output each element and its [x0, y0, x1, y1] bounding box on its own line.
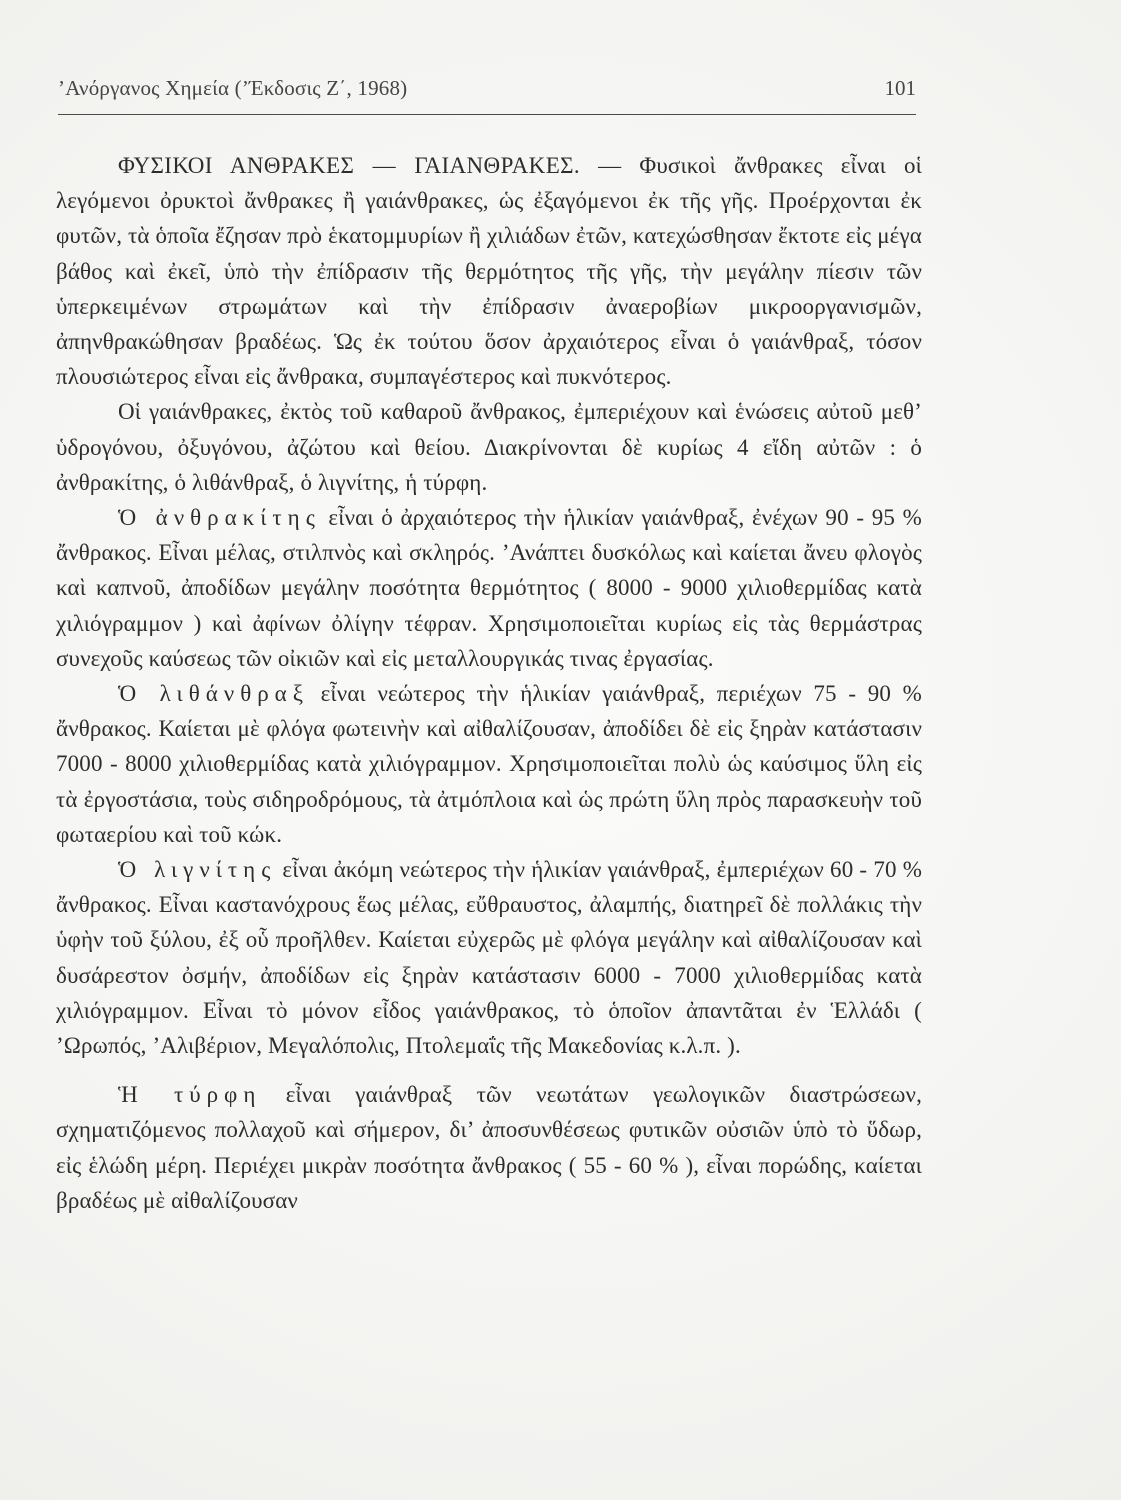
paragraph-text: εἶναι ὁ ἀρχαιότερος τὴν ἡλικίαν γαιάνθραξ, ἐνέχων 90 - 95 % ἄνθρακος. Εἶναι μέλας, στιλπνὸς καὶ σκληρός. ’Ανάπτει δυσκόλως καὶ καίεται ἄνευ φλογὸς καὶ καπνοῦ, ἀποδίδων μεγάλην ποσότητα θερμότητος ( 8000 - 9000 χιλιοθερμίδας κατὰ χιλιόγραμμον ) καὶ ἀφίνων ὀλίγην τέφραν. Χρησιμοποιεῖται κυρίως εἰς τὰς θερμάστρας συνεχοῦς καύσεως τῶν οἰκιῶν καὶ εἰς μεταλλουργικάς τινας ἐργασίας.: [56, 505, 922, 671]
term-lignite: Ὁ λιγνίτης: [118, 857, 277, 883]
term-anthracite: Ὁ ἀνθρακίτης: [118, 505, 321, 531]
paragraph-bituminous-coal: [56, 676, 922, 852]
header-rule: [58, 114, 916, 115]
paragraph-text: εἶναι νεώτερος τὴν ἡλικίαν γαιάνθραξ, περιέχων 75 - 90 % ἄνθρακος. Καίεται μὲ φλόγα φωτεινὴν καὶ αἰθαλίζουσαν, ἀποδίδει δὲ εἰς ξηρὰν κατάστασιν 7000 - 8000 χιλιοθερμίδας κατὰ χιλιόγραμμον. Χρησιμοποιεῖται πολὺ ὡς καύσιμος ὕλη εἰς τὰ ἐργοστάσια, τοὺς σιδηροδρόμους, τὰ ἀτμόπλοια καὶ ὡς πρώτη ὕλη πρὸς παρασκευὴν τοῦ φωταερίου καὶ τοῦ κώκ.: [56, 681, 922, 847]
paragraph-text: Οἱ γαιάνθρακες, ἐκτὸς τοῦ καθαροῦ ἄνθρακος, ἐμπεριέχουν καὶ ἑνώσεις αὐτοῦ μεθ’ ὑδρογόνου, ὀξυγόνου, ἀζώτου καὶ θείου. Διακρίνονται δὲ κυρίως 4 εἴδη αὐτῶν : ὁ ἀνθρακίτης, ὁ λιθάνθραξ, ὁ λιγνίτης, ἡ τύρφη.: [56, 399, 922, 495]
paragraph-gap: [56, 1063, 922, 1077]
paragraph-text: εἶναι ἀκόμη νεώτερος τὴν ἡλικίαν γαιάνθραξ, ἐμπεριέχων 60 - 70 % ἄνθρακος. Εἶναι καστανόχρους ἕως μέλας, εὔθραυστος, ἀλαμπής, διατηρεῖ δὲ πολλάκις τὴν ὑφὴν τοῦ ξύλου, ἐξ οὗ προῆλθεν. Καίεται εὐχερῶς μὲ φλόγα μεγάλην καὶ αἰθαλίζουσαν καὶ δυσάρεστον ὀσμήν, ἀποδίδων εἰς ξηρὰν κατάστασιν 6000 - 7000 χιλιοθερμίδας κατὰ χιλιόγραμμον. Εἶναι τὸ μόνον εἶδος γαιάνθρακος, τὸ ὁποῖον ἀπαντᾶται ἐν Ἑλλάδι ( ’Ωρωπός, ’Αλιβέριον, Μεγαλόπολις, Πτολεμαΐς τῆς Μακεδονίας κ.λ.π. ).: [56, 857, 923, 1059]
term-bituminous-coal: Ὁ λιθάνθραξ: [118, 681, 309, 707]
page-number: 101: [884, 76, 916, 100]
paragraph-text: — Φυσικοὶ ἄνθρακες εἶναι οἱ λεγόμενοι ὀρυκτοὶ ἄνθρακες ἢ γαιάνθρακες, ὡς ἐξαγόμενοι ἐκ τῆς γῆς. Προέρχονται ἐκ φυτῶν, τὰ ὁποῖα ἔζησαν πρὸ ἑκατομμυρίων ἢ χιλιάδων ἐτῶν, κατεχώσθησαν ἔκτοτε εἰς μέγα βάθος καὶ ἐκεῖ, ὑπὸ τὴν ἐπίδρασιν τῆς θερμότητος τῆς γῆς, τὴν μεγάλην πίεσιν τῶν ὑπερκειμένων στρωμάτων καὶ τὴν ἐπίδρασιν ἀναεροβίων μικροοργανισμῶν, ἀπηνθρακώθησαν βραδέως. Ὡς ἐκ τούτου ὅσον ἀρχαιότερος εἶναι ὁ γαιάνθραξ, τόσον πλουσιώτερος εἶναι εἰς ἄνθρακα, συμπαγέστερος καὶ πυκνότερος.: [56, 153, 923, 390]
running-header: [58, 76, 916, 110]
page-body: [56, 148, 922, 1218]
paragraph-anthracite: [56, 500, 922, 676]
book-title: ’Ανόργανος Χημεία (’Έκδοσις Ζ΄, 1968): [58, 76, 408, 100]
paragraph-coal-types: [56, 394, 922, 500]
paragraph-natural-coals: [56, 148, 922, 394]
paragraph-peat: [56, 1077, 922, 1218]
section-title: ΦΥΣΙΚΟΙ ΑΝΘΡΑΚΕΣ — ΓΑΙΑΝΘΡΑΚΕΣ.: [118, 153, 581, 178]
term-peat: Ἡ τύρφη: [118, 1082, 262, 1108]
paragraph-lignite: [56, 852, 922, 1063]
paragraph-text: εἶναι γαιάνθραξ τῶν νεωτάτων γεωλογικῶν διαστρώσεων, σχηματιζόμενος πολλαχοῦ καὶ σήμερον, δι’ ἀποσυνθέσεως φυτικῶν οὐσιῶν ὑπὸ τὸ ὕδωρ, εἰς ἑλώδη μέρη. Περιέχει μικρὰν ποσότητα ἄνθρακος ( 55 - 60 % ), εἶναι πορώδης, καίεται βραδέως μὲ αἰθαλίζουσαν: [56, 1082, 922, 1213]
